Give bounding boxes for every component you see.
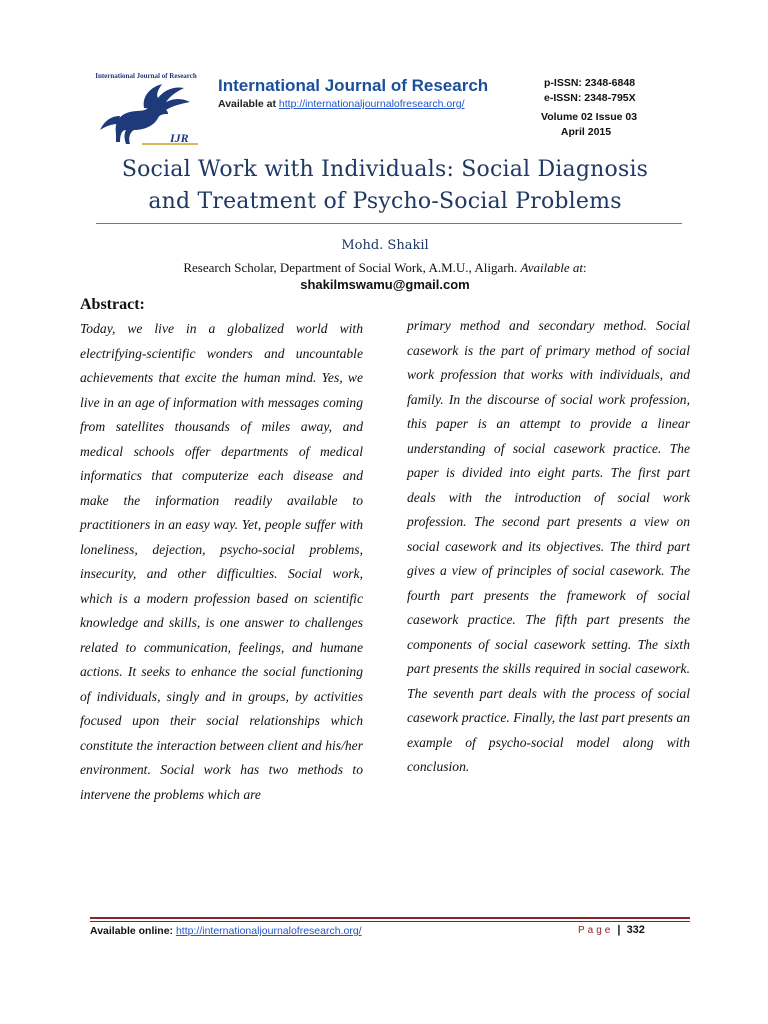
page-number: 332 [626, 924, 645, 936]
footer-url-link[interactable]: http://internationaljournalofresearch.org/ [175, 925, 362, 937]
logo-text: IJR [170, 131, 189, 145]
volume-block [541, 110, 638, 140]
abstract-heading: Abstract: [80, 296, 145, 313]
footer-available-label: Available online: [90, 925, 174, 937]
footer-rule [90, 917, 690, 919]
title-divider [96, 223, 682, 224]
abstract-column-right: primary method and secondary method. Social casework is the part of primary method of social work profession that works with individuals, and family. In the discourse of social work profession, this paper is an attempt to provide a linear understanding of social casework practice. The paper is divided into eight parts. The first part deals with the introduction of social work profession. The second part presents a view on social casework and its objectives. The third part gives a view of principles of social casework. The fourth part presents the framework of social casework practice. The fifth part presents the components of social casework setting. The sixth part presents the skills required in social casework. The seventh part deals with the process of social casework practice. Finally, the last part presents an example of psycho-social model along with conclusion. [407, 318, 690, 774]
abstract-column-left: Today, we live in a globalized world with electrifying-scientific wonders and uncountable achievements that excite the human mind. Yes, we live in an age of information with messages coming from satellites thousands of miles away, and medical schools offer departments of medical informatics that computerize each disease and make the information readily available to practitioners in an easy way. Yet, people suffer with loneliness, dejection, psycho-social problems, insecurity, and other difficulties. Social work, which is a modern profession based on scientific knowledge and skills, is one answer to challenges related to communication, feelings, and humane actions. It seeks to enhance the social functioning of individuals, singly and in groups, by activities focused upon their social relationships which constitute the interaction between client and his/her environment. Social work has two methods to intervene the problems which are [80, 321, 363, 802]
issn-block [544, 76, 636, 106]
colon: : [583, 260, 587, 275]
author-email[interactable]: shakilmswamu@gmail.com [300, 277, 470, 292]
title-line-1: Social Work with Individuals: Social Diagnosis [121, 157, 649, 182]
author-affiliation [110, 259, 660, 293]
issue-date: April 2015 [560, 126, 612, 138]
author-name: Mohd. Shakil [341, 238, 429, 253]
footer-availability [90, 925, 362, 937]
journal-availability [218, 98, 465, 110]
available-label: Available at [218, 98, 276, 110]
journal-logo [86, 72, 204, 150]
e-issn: e-ISSN: 2348-795X [544, 92, 636, 104]
journal-url-link[interactable]: http://internationaljournalofresearch.org/ [278, 98, 465, 110]
title-line-2: and Treatment of Psycho-Social Problems [148, 189, 622, 214]
journal-name: International Journal of Research [218, 76, 489, 95]
page-label: Page [578, 925, 614, 936]
affiliation-text: Research Scholar, Department of Social Work, A.M.U., Aligarh. [183, 260, 518, 275]
footer-rule-thin [90, 921, 690, 922]
paper-title [80, 154, 690, 218]
p-issn: p-ISSN: 2348-6848 [544, 77, 636, 89]
logo-caption: International Journal of Research [95, 72, 197, 80]
available-at-label: Available at [520, 260, 584, 275]
page-indicator [578, 924, 645, 936]
volume-issue: Volume 02 Issue 03 [541, 111, 638, 123]
page-separator: | [617, 924, 621, 936]
